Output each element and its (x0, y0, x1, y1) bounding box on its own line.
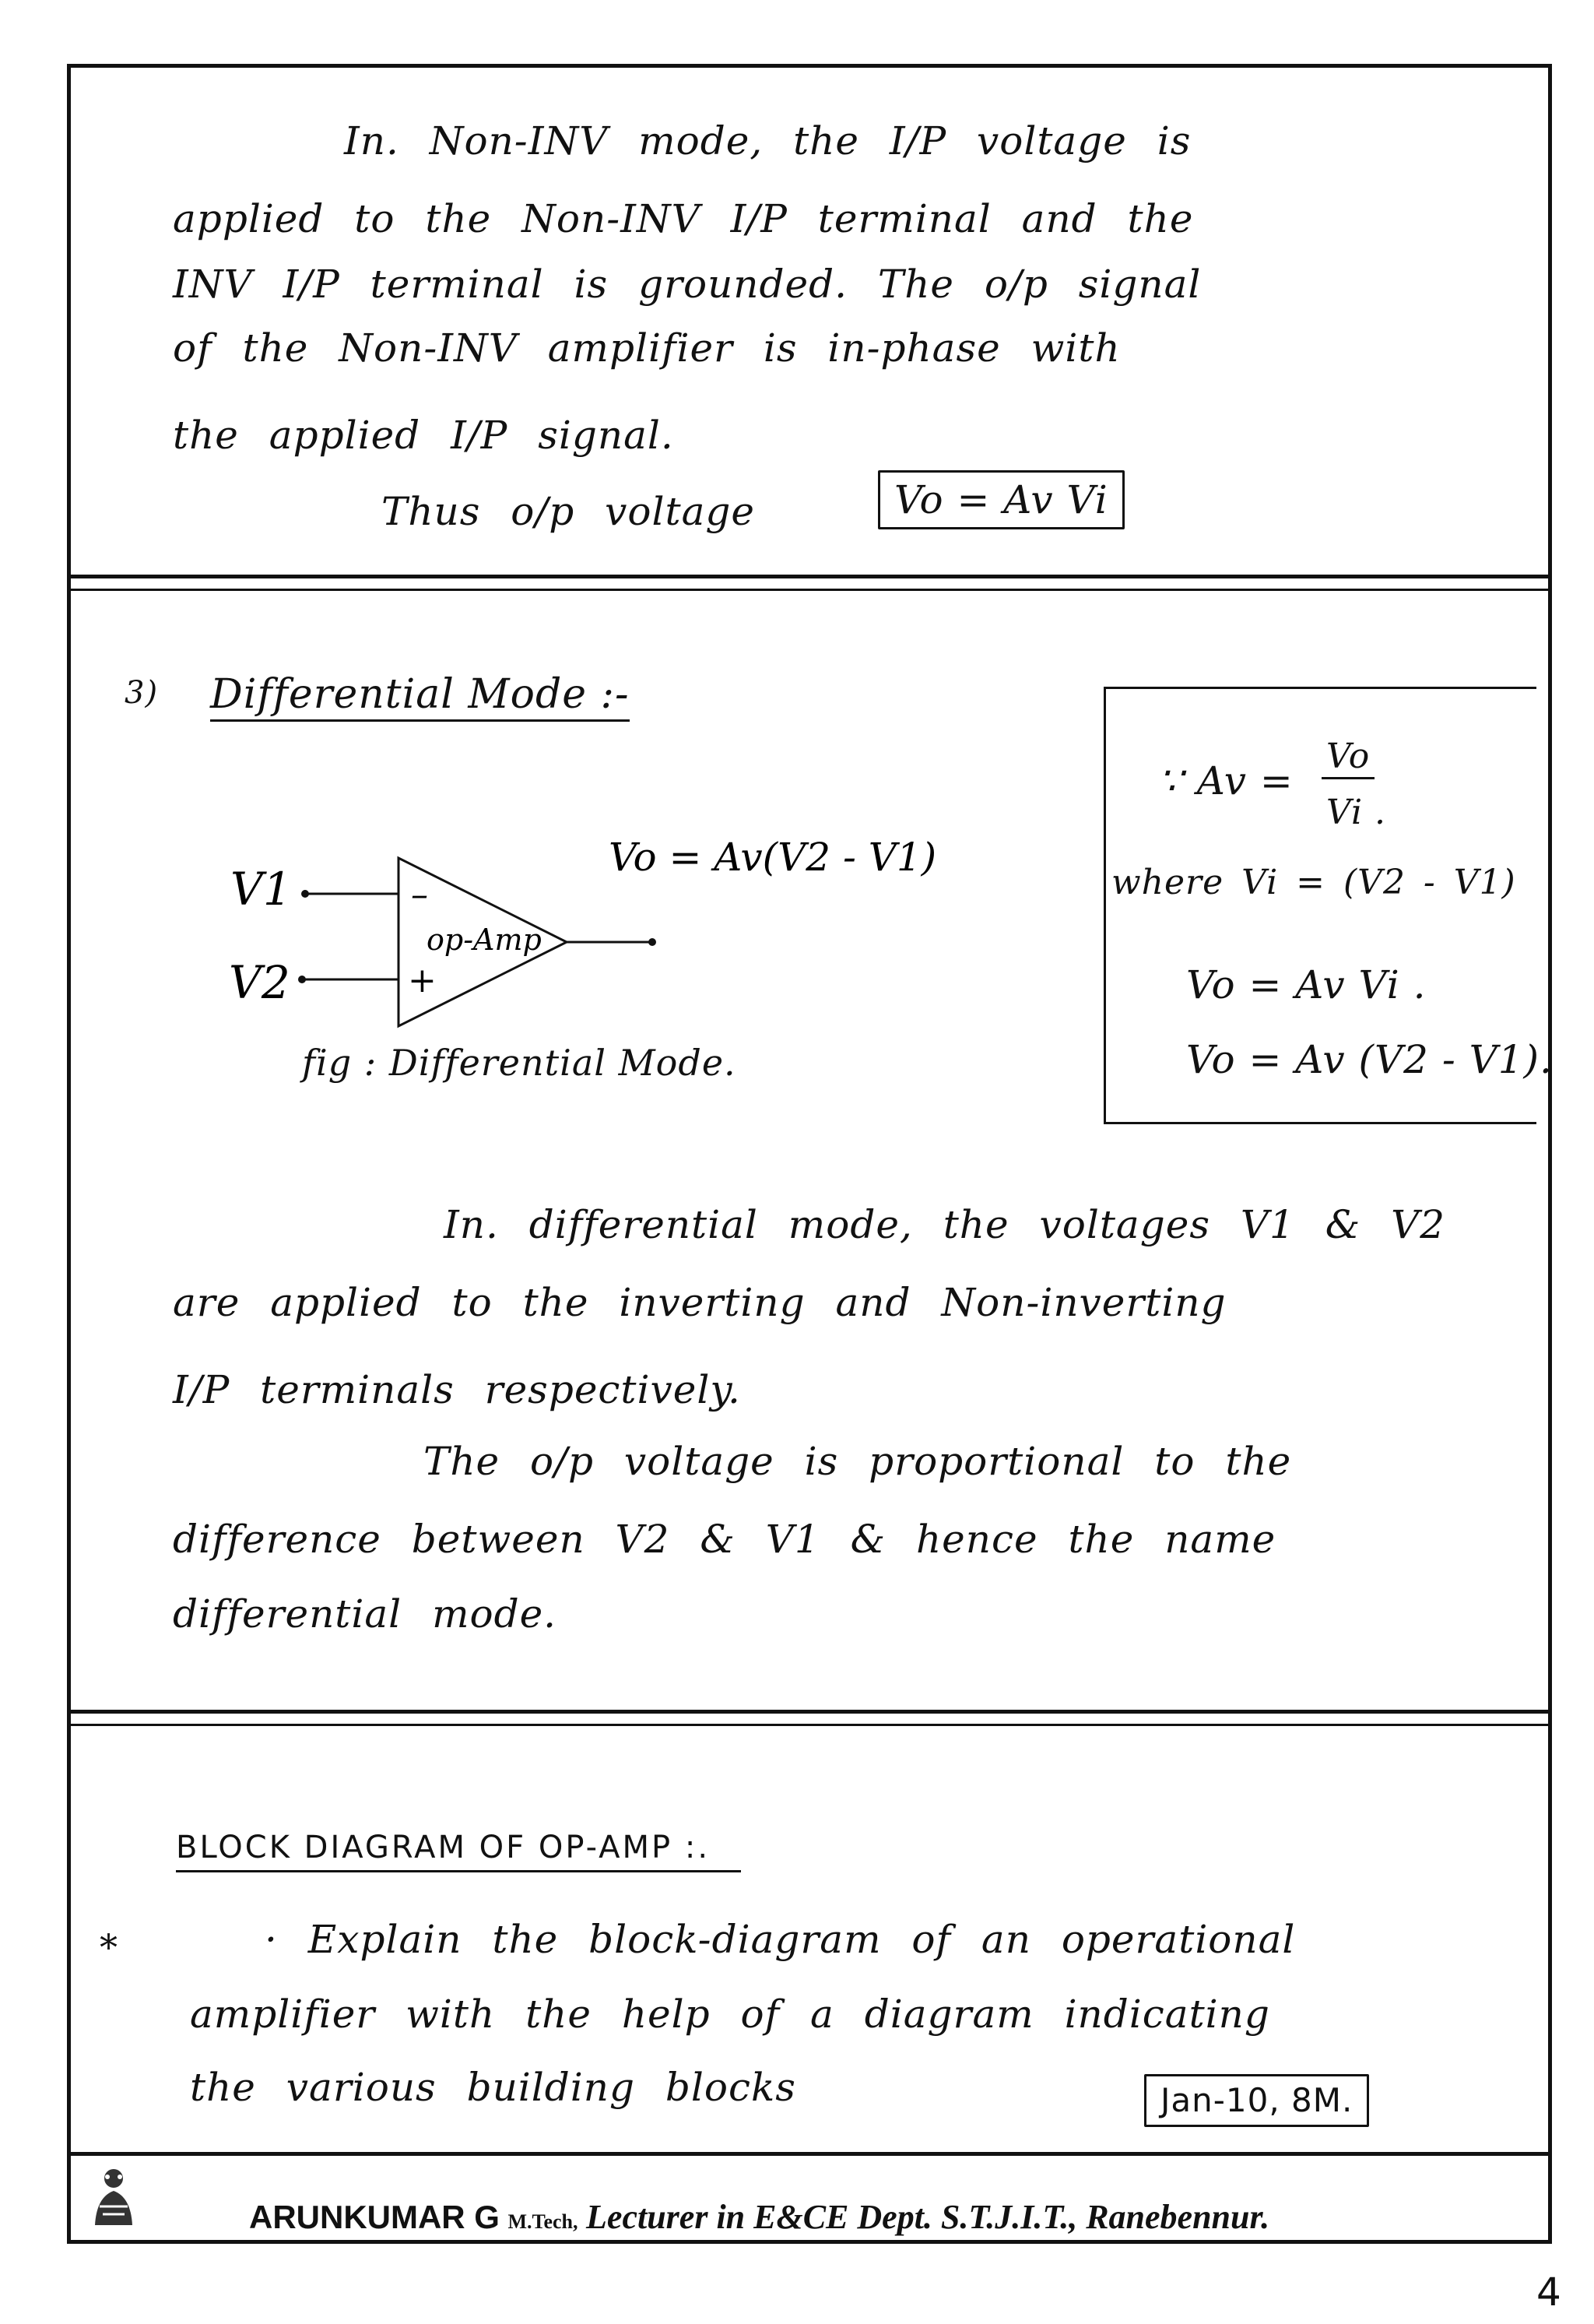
footer-role: Lecturer in E&CE Dept. S.T.J.I.T., Ranebennur. (586, 2198, 1270, 2236)
differential-para1-line2: are applied to the inverting and Non-inverting (173, 1280, 1227, 1325)
input-v1-label: V1 (230, 863, 292, 916)
footer-degree: M.Tech, (507, 2210, 578, 2233)
differential-para2-line2: difference between V2 & V1 & hence the name (173, 1517, 1276, 1562)
section1-line-5: the applied I/P signal. (173, 413, 674, 458)
diagram-output-equation: Vo = Av(V2 - V1) (609, 835, 937, 880)
input-v2-label: V2 (229, 956, 290, 1009)
section1-line-1: In. Non-INV mode, the I/P voltage is (344, 118, 1192, 163)
formula-vi-definition: where Vi = (V2 - V1) (1111, 863, 1516, 902)
footer-credit (249, 2200, 1269, 2234)
formula-vo-final: Vo = Av (V2 - V1). (1186, 1037, 1553, 1082)
formula-av-prefix: ∵ Av = (1158, 758, 1294, 803)
op-amp-diagram (218, 825, 965, 1059)
formula-vo-av-vi: Vo = Av Vi . (1186, 962, 1427, 1007)
section-divider-1b (67, 589, 1552, 591)
fraction-denominator: Vi . (1326, 793, 1387, 832)
section-divider-1 (67, 575, 1552, 578)
exam-tag: Jan-10, 8M. (1144, 2074, 1369, 2127)
page-number: 4 (1536, 2270, 1561, 2315)
question-line-3: the various building blocks (190, 2065, 796, 2110)
inverting-sign: – (411, 875, 428, 915)
section2-number: 3) (125, 675, 159, 711)
differential-para1-line3: I/P terminals respectively. (173, 1367, 741, 1412)
question-star: * (100, 1926, 118, 1968)
differential-para2-line3: differential mode. (173, 1591, 557, 1637)
section1-line-3: INV I/P terminal is grounded. The o/p signal (173, 262, 1202, 307)
block-diagram-heading: BLOCK DIAGRAM OF OP-AMP :. (176, 1830, 741, 1872)
op-amp-block-label: op-Amp (427, 923, 542, 957)
output-voltage-formula: Vo = Av Vi (878, 470, 1125, 529)
thus-label: Thus o/p voltage (381, 489, 755, 534)
differential-mode-heading: Differential Mode :- (210, 674, 630, 722)
footer-divider (67, 2152, 1552, 2156)
figure-caption: fig : Differential Mode. (302, 1042, 736, 1084)
noninverting-sign: + (408, 961, 437, 1000)
differential-para2-line1: The o/p voltage is proportional to the (423, 1439, 1292, 1484)
fraction-numerator: Vo (1322, 740, 1375, 779)
section1-line-4: of the Non-INV amplifier is in-phase with (173, 325, 1121, 371)
question-line-2: amplifier with the help of a diagram indicating (190, 1992, 1270, 2037)
section1-line-2: applied to the Non-INV I/P terminal and the (173, 196, 1194, 241)
author-emblem-icon (86, 2164, 142, 2227)
section-divider-2b (67, 1724, 1552, 1726)
differential-para1-line1: In. differential mode, the voltages V1 & V2 (444, 1202, 1446, 1247)
question-line-1: · Explain the block-diagram of an operational (265, 1917, 1296, 1962)
section-divider-2 (67, 1710, 1552, 1714)
footer-author-name: ARUNKUMAR G (249, 2199, 500, 2235)
